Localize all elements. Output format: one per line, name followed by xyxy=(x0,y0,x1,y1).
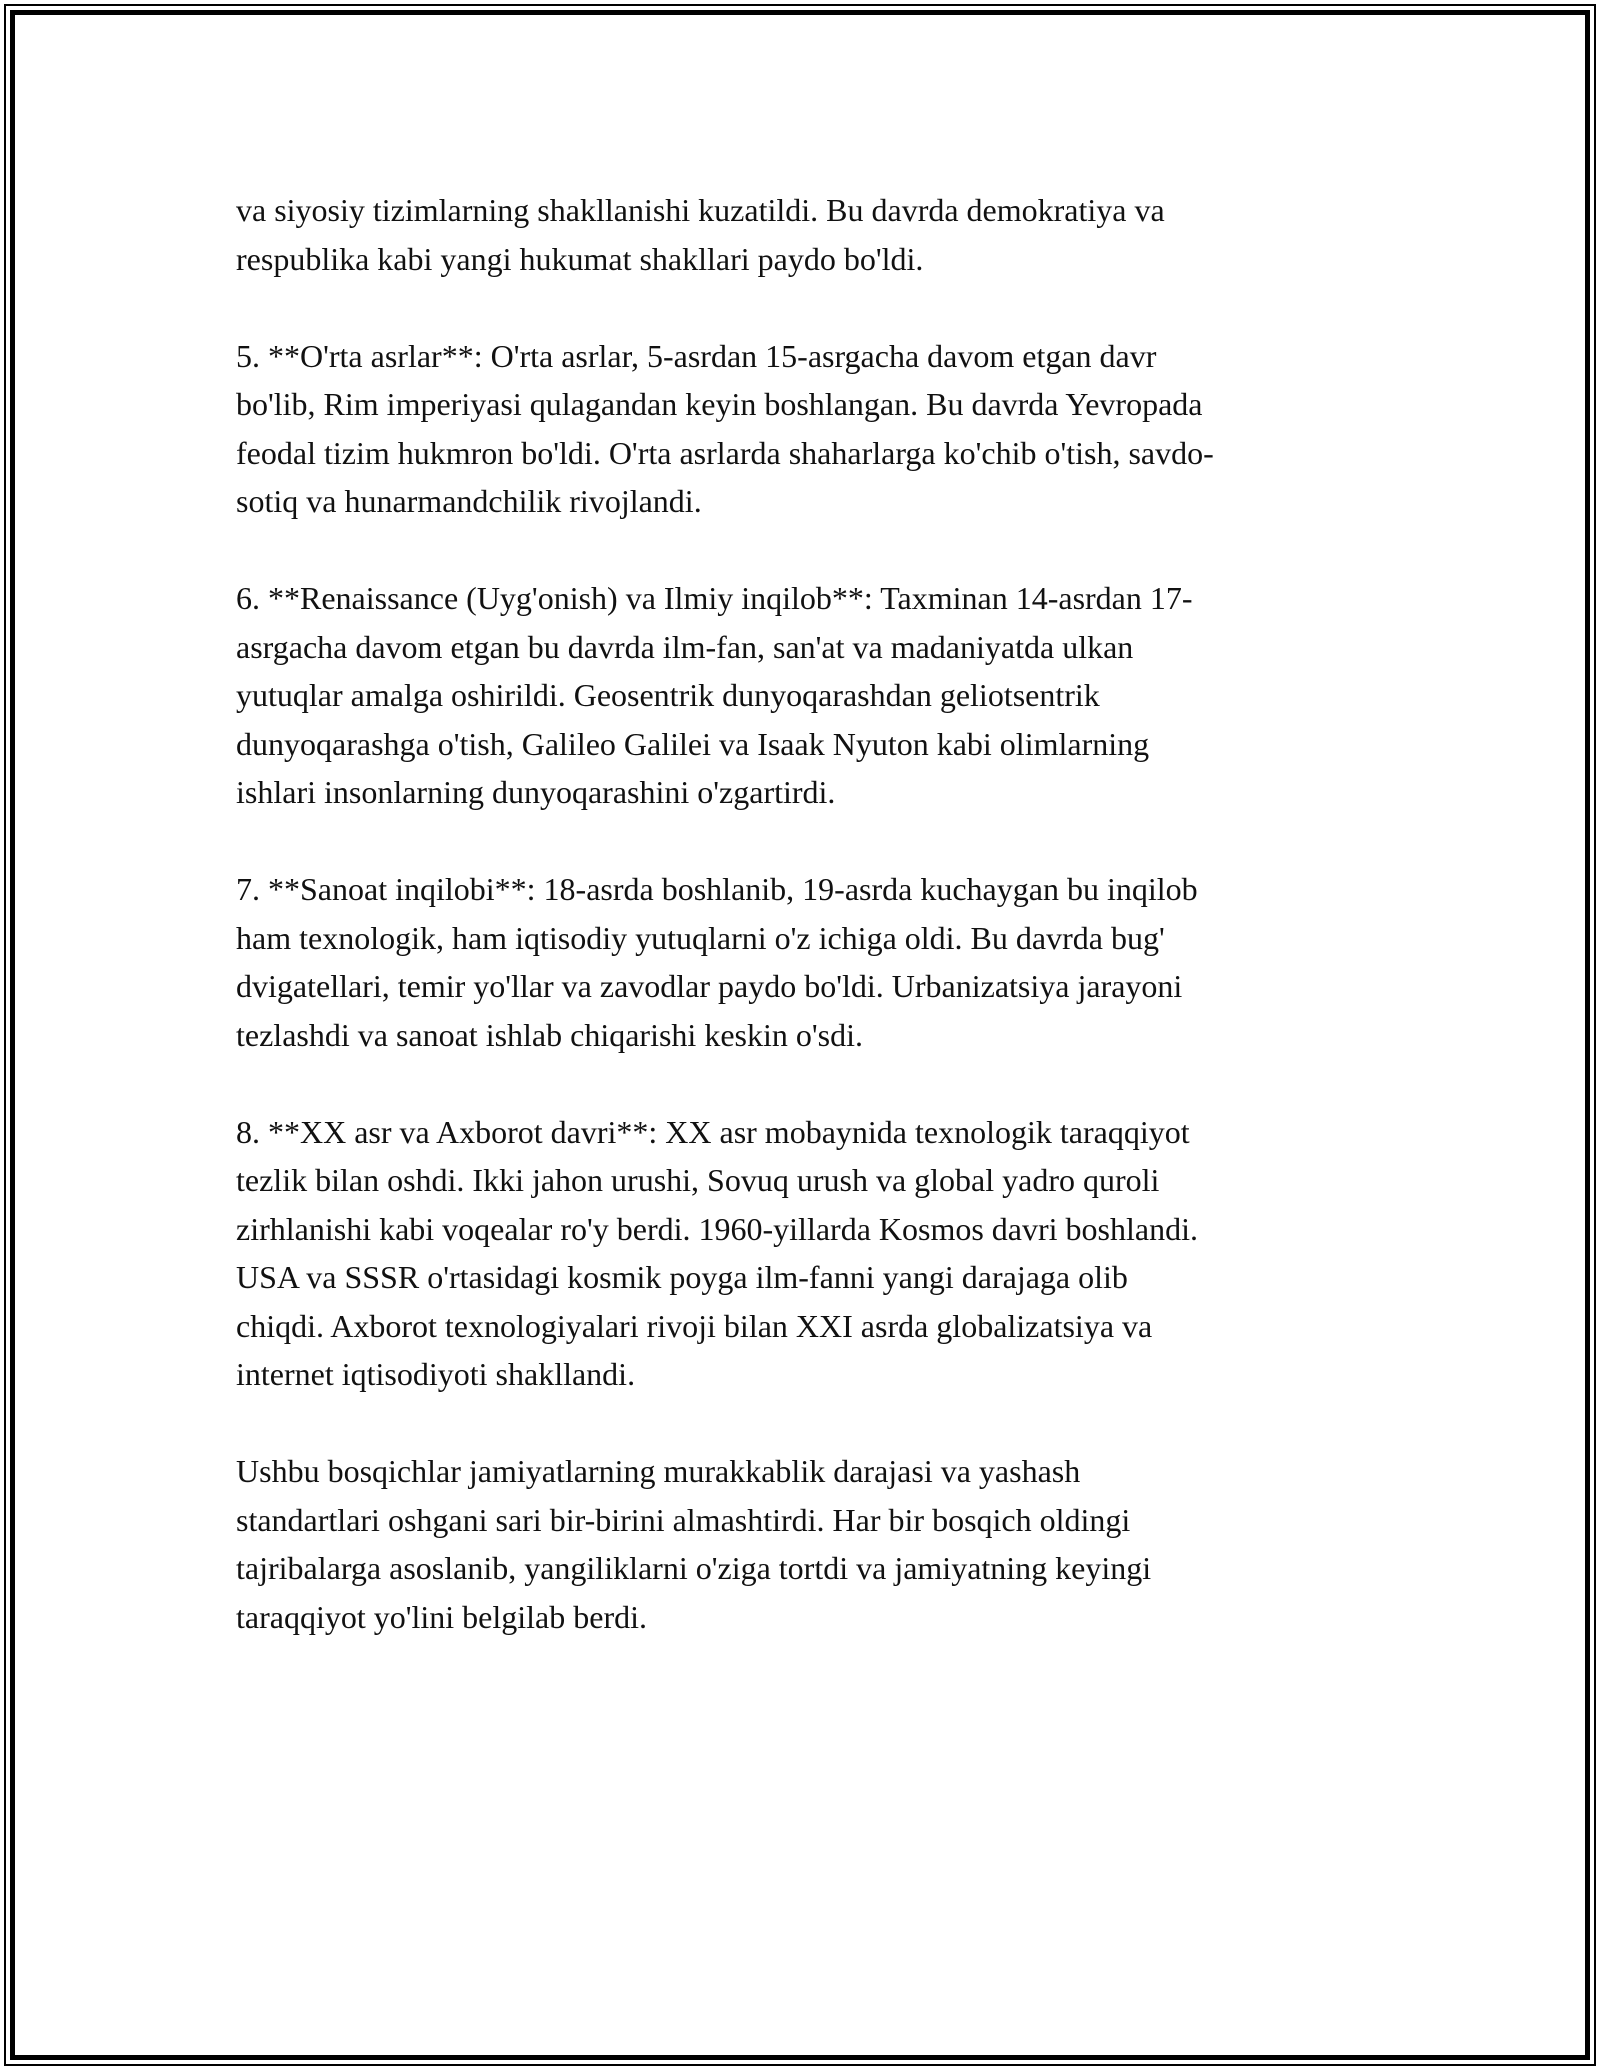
paragraph-information-age: 8. **XX asr va Axborot davri**: XX asr mobaynida texnologik taraqqiyot tezlik bilan oshdi. Ikki jahon urushi, Sovuq urush va global yadro quroli zirhlanishi kabi voqealar ro'y berdi. 1960-yillarda Kosmos davri boshlandi. USA va SSSR o'rtasidagi kosmik poyga ilm-fanni yangi darajaga olib chiqdi. Axborot texnologiyalari rivoji bilan XXI asrda globalizatsiya va internet iqtisodiyoti shakllandi. xyxy=(236,1113,1198,1392)
document-body xyxy=(236,186,1376,1641)
paragraph-intro-continuation: va siyosiy tizimlarning shakllanishi kuzatildi. Bu davrda demokratiya va respublika kabi yangi hukumat shakllari paydo bo'ldi. xyxy=(236,192,1165,277)
paragraph-renaissance: 6. **Renaissance (Uyg'onish) va Ilmiy inqilob**: Taxminan 14-asrdan 17- asrgacha davom etgan bu davrda ilm-fan, san'at va madaniyatda ulkan yutuqlar amalga oshirildi. Geosentrik dunyoqarashdan geliotsentrik dunyoqarashga o'tish, Galileo Galilei va Isaak Nyuton kabi olimlarning ishlari insonlarning dunyoqarashini o'zgartirdi. xyxy=(236,580,1193,810)
paragraph-conclusion: Ushbu bosqichlar jamiyatlarning murakkablik darajasi va yashash standartlari oshgani sari bir-birini almashtirdi. Har bir bosqich oldingi tajribalarga asoslanib, yangiliklarni o'ziga tortdi va jamiyatning keyingi taraqqiyot yo'lini belgilab berdi. xyxy=(236,1453,1152,1635)
paragraph-middle-ages: 5. **O'rta asrlar**: O'rta asrlar, 5-asrdan 15-asrgacha davom etgan davr bo'lib, Rim imperiyasi qulagandan keyin boshlangan. Bu davrda Yevropada feodal tizim hukmron bo'ldi. O'rta asrlarda shaharlarga ko'chib o'tish, savdo- sotiq va hunarmandchilik rivojlandi. xyxy=(236,337,1214,519)
paragraph-industrial-revolution: 7. **Sanoat inqilobi**: 18-asrda boshlanib, 19-asrda kuchaygan bu inqilob ham texnologik, ham iqtisodiy yutuqlarni o'z ichiga oldi. Bu davrda bug' dvigatellari, temir yo'llar va zavodlar paydo bo'ldi. Urbanizatsiya jarayoni tezlashdi va sanoat ishlab chiqarishi keskin o'sdi. xyxy=(236,871,1198,1053)
